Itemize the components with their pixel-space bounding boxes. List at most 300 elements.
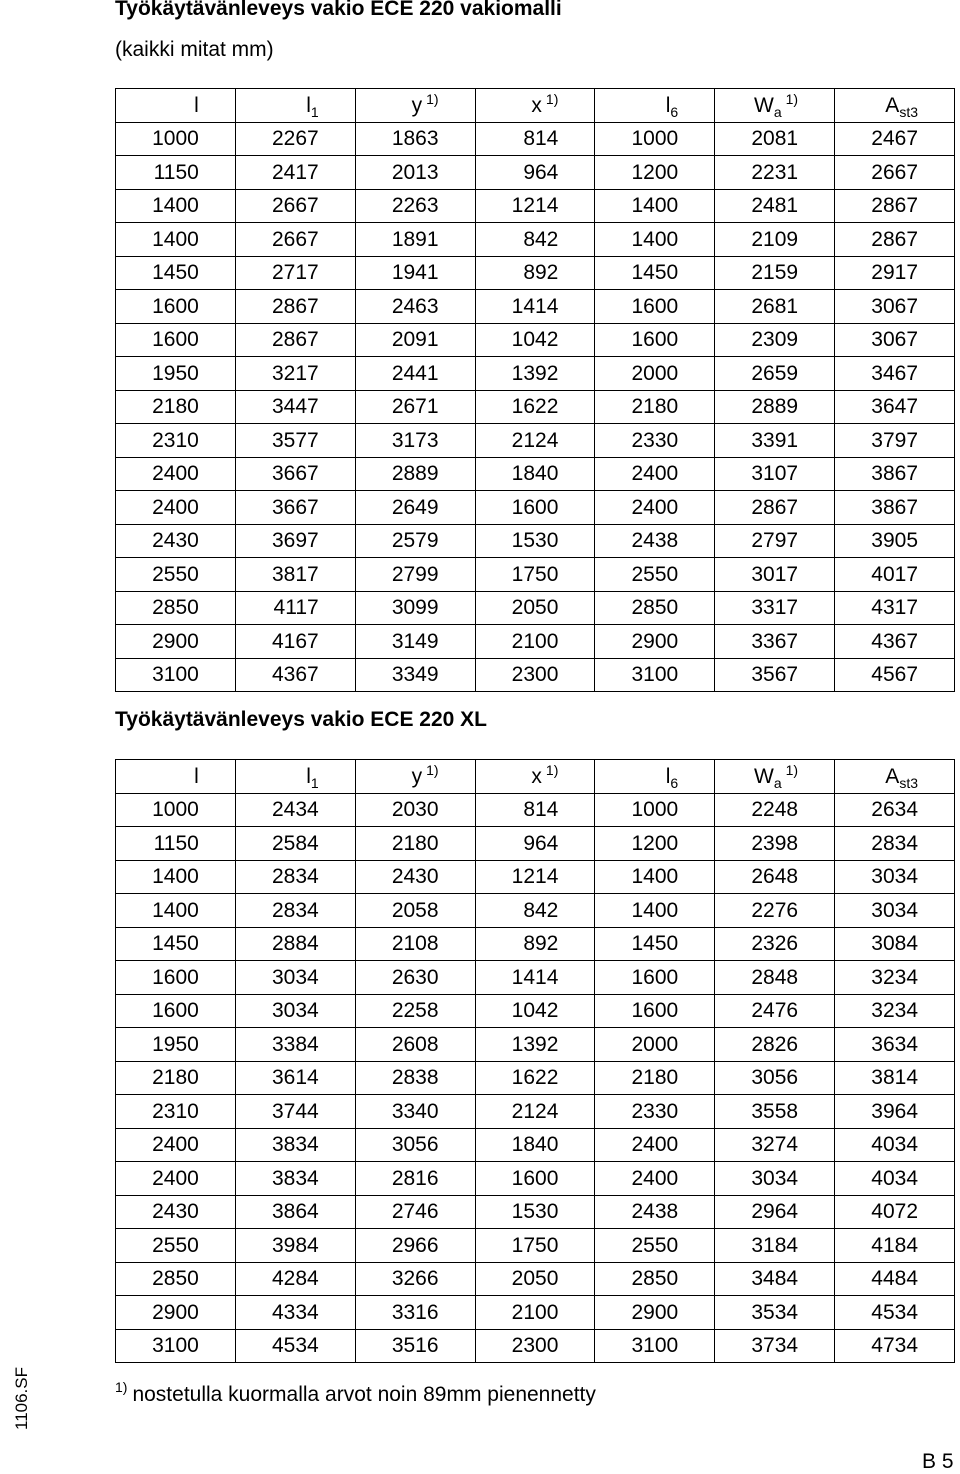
column-header-subscript: st3 — [899, 103, 918, 120]
table-cell: 3173 — [355, 424, 475, 458]
column-header — [715, 89, 835, 123]
table-cell: 2746 — [355, 1195, 475, 1229]
table-cell: 2263 — [355, 189, 475, 223]
table-cell: 4334 — [235, 1296, 355, 1330]
table-cell: 2180 — [355, 827, 475, 861]
table-cell: 2430 — [116, 1195, 236, 1229]
table-cell: 3634 — [835, 1028, 955, 1062]
table-cell: 3834 — [235, 1162, 355, 1196]
table-cell: 2417 — [235, 156, 355, 190]
table-cell: 1600 — [116, 994, 236, 1028]
table-cell: 2330 — [595, 1095, 715, 1129]
table-cell: 3017 — [715, 558, 835, 592]
table-row — [116, 189, 955, 223]
table-cell: 2180 — [116, 390, 236, 424]
table-cell: 2667 — [235, 223, 355, 257]
table-cell: 3100 — [595, 1329, 715, 1363]
table-cell: 3614 — [235, 1061, 355, 1095]
table-cell: 2797 — [715, 524, 835, 558]
table-cell: 3184 — [715, 1229, 835, 1263]
table-cell: 3317 — [715, 591, 835, 625]
table-cell: 2400 — [116, 457, 236, 491]
table-cell: 2400 — [595, 1162, 715, 1196]
table-cell: 3558 — [715, 1095, 835, 1129]
table-cell: 2330 — [595, 424, 715, 458]
table-cell: 2326 — [715, 927, 835, 961]
column-header — [835, 89, 955, 123]
table-cell: 2584 — [235, 827, 355, 861]
table-row — [116, 290, 955, 324]
table-cell: 3484 — [715, 1262, 835, 1296]
table-cell: 4367 — [235, 658, 355, 692]
table-cell: 4072 — [835, 1195, 955, 1229]
table-cell: 2966 — [355, 1229, 475, 1263]
table-cell: 1600 — [475, 1162, 595, 1196]
column-header-symbol: x — [531, 764, 542, 788]
column-header — [475, 89, 595, 123]
table-cell: 1600 — [595, 994, 715, 1028]
table-cell: 2889 — [355, 457, 475, 491]
table-cell: 3817 — [235, 558, 355, 592]
table-cell: 3697 — [235, 524, 355, 558]
table-cell: 1400 — [595, 189, 715, 223]
table-cell: 3234 — [835, 994, 955, 1028]
table-row — [116, 1296, 955, 1330]
column-header-symbol: A — [885, 93, 900, 117]
table-cell: 3577 — [235, 424, 355, 458]
table-cell: 1600 — [116, 290, 236, 324]
table-cell: 2900 — [595, 1296, 715, 1330]
table-cell: 2000 — [595, 1028, 715, 1062]
table-cell: 2917 — [835, 256, 955, 290]
column-header-symbol: x — [531, 93, 542, 117]
table-cell: 4184 — [835, 1229, 955, 1263]
table-cell: 964 — [475, 827, 595, 861]
table-cell: 1200 — [595, 827, 715, 861]
table-cell: 2579 — [355, 524, 475, 558]
table-row — [116, 827, 955, 861]
table-cell: 3034 — [835, 860, 955, 894]
table-row — [116, 894, 955, 928]
table-cell: 4317 — [835, 591, 955, 625]
table-cell: 1150 — [116, 156, 236, 190]
table-cell: 2231 — [715, 156, 835, 190]
table-cell: 4534 — [835, 1296, 955, 1330]
table-cell: 2671 — [355, 390, 475, 424]
footnote-text: nostetulla kuormalla arvot noin 89mm pienennetty — [132, 1383, 596, 1406]
table-cell: 2267 — [235, 122, 355, 156]
table-cell: 2681 — [715, 290, 835, 324]
table-header-row — [116, 89, 955, 123]
table-cell: 4484 — [835, 1262, 955, 1296]
table-cell: 4034 — [835, 1128, 955, 1162]
table-cell: 3834 — [235, 1128, 355, 1162]
page-number: B 5 — [922, 1450, 954, 1473]
column-header — [475, 760, 595, 794]
table-row — [116, 223, 955, 257]
column-header — [235, 89, 355, 123]
table-cell: 3384 — [235, 1028, 355, 1062]
column-header-footnote-ref: 1) — [426, 761, 439, 778]
table-cell: 1450 — [116, 927, 236, 961]
table-cell: 2867 — [715, 491, 835, 525]
table-cell: 3867 — [835, 457, 955, 491]
column-header-subscript: a — [773, 103, 782, 120]
footnote — [115, 1379, 596, 1407]
footnote-marker: 1) — [115, 1379, 128, 1395]
table-row — [116, 491, 955, 525]
table-cell: 1622 — [475, 390, 595, 424]
table-cell: 1400 — [595, 894, 715, 928]
table-cell: 2300 — [475, 658, 595, 692]
table-row — [116, 256, 955, 290]
table-cell: 2659 — [715, 357, 835, 391]
column-header-footnote-ref: 1) — [545, 90, 559, 107]
table-cell: 2608 — [355, 1028, 475, 1062]
table-cell: 2717 — [235, 256, 355, 290]
table-cell: 2000 — [595, 357, 715, 391]
units-note: (kaikki mitat mm) — [115, 38, 274, 61]
table-cell: 2180 — [595, 390, 715, 424]
table-cell: 1400 — [595, 223, 715, 257]
table-cell: 2826 — [715, 1028, 835, 1062]
column-header — [835, 760, 955, 794]
table-row — [116, 323, 955, 357]
table-cell: 2108 — [355, 927, 475, 961]
table-cell: 1863 — [355, 122, 475, 156]
table-cell: 3099 — [355, 591, 475, 625]
table-cell: 2834 — [835, 827, 955, 861]
table-cell: 3391 — [715, 424, 835, 458]
table-cell: 2889 — [715, 390, 835, 424]
table-cell: 1750 — [475, 1229, 595, 1263]
table-cell: 2463 — [355, 290, 475, 324]
table-row — [116, 961, 955, 995]
table-cell: 4034 — [835, 1162, 955, 1196]
table-cell: 2838 — [355, 1061, 475, 1095]
table-cell: 2430 — [355, 860, 475, 894]
table-cell: 1600 — [595, 290, 715, 324]
table-cell: 2100 — [475, 625, 595, 659]
table-cell: 3034 — [715, 1162, 835, 1196]
table-cell: 1000 — [595, 122, 715, 156]
table-cell: 2867 — [835, 223, 955, 257]
table-row — [116, 1262, 955, 1296]
table-cell: 4367 — [835, 625, 955, 659]
table-cell: 2867 — [235, 290, 355, 324]
table-cell: 842 — [475, 223, 595, 257]
table-cell: 4534 — [235, 1329, 355, 1363]
column-header-footnote-ref: 1) — [785, 90, 799, 107]
column-header-symbol: l — [306, 93, 311, 117]
table-cell: 1600 — [595, 323, 715, 357]
table-cell: 2481 — [715, 189, 835, 223]
table-cell: 1400 — [595, 860, 715, 894]
table-row — [116, 994, 955, 1028]
table-cell: 3734 — [715, 1329, 835, 1363]
table-row — [116, 658, 955, 692]
table-cell: 2816 — [355, 1162, 475, 1196]
table-row — [116, 793, 955, 827]
table-cell: 4167 — [235, 625, 355, 659]
xl-model-table — [115, 759, 955, 1363]
table-cell: 2634 — [835, 793, 955, 827]
table-cell: 4017 — [835, 558, 955, 592]
column-header-symbol: l — [194, 764, 199, 788]
table-cell: 1450 — [595, 927, 715, 961]
table-cell: 1414 — [475, 290, 595, 324]
table-cell: 1000 — [595, 793, 715, 827]
table-row — [116, 558, 955, 592]
table-row — [116, 1061, 955, 1095]
table-cell: 4117 — [235, 591, 355, 625]
table-cell: 842 — [475, 894, 595, 928]
document-code: 1106.SF — [12, 1366, 31, 1430]
column-header — [355, 89, 475, 123]
table-cell: 3964 — [835, 1095, 955, 1129]
table-cell: 2900 — [116, 1296, 236, 1330]
column-header-symbol: l — [665, 93, 671, 117]
table-cell: 2900 — [116, 625, 236, 659]
table-cell: 2834 — [235, 894, 355, 928]
table-cell: 3149 — [355, 625, 475, 659]
column-header-subscript: st3 — [899, 774, 918, 791]
table-cell: 2848 — [715, 961, 835, 995]
table-cell: 3034 — [835, 894, 955, 928]
table-cell: 3667 — [235, 457, 355, 491]
column-header — [715, 760, 835, 794]
table-cell: 3447 — [235, 390, 355, 424]
table-cell: 1414 — [475, 961, 595, 995]
table-cell: 1450 — [595, 256, 715, 290]
table-cell: 2438 — [595, 1195, 715, 1229]
table-cell: 1400 — [116, 189, 236, 223]
table-row — [116, 927, 955, 961]
column-header — [235, 760, 355, 794]
column-header — [595, 760, 715, 794]
table-cell: 2013 — [355, 156, 475, 190]
table-cell: 2081 — [715, 122, 835, 156]
table-cell: 1000 — [116, 122, 236, 156]
table-cell: 3797 — [835, 424, 955, 458]
table-row — [116, 122, 955, 156]
table-cell: 4734 — [835, 1329, 955, 1363]
column-header-symbol: y — [411, 93, 423, 117]
table-cell: 2550 — [116, 1229, 236, 1263]
table-cell: 2834 — [235, 860, 355, 894]
column-header-subscript: 1 — [310, 103, 319, 120]
table-cell: 3100 — [595, 658, 715, 692]
table-row — [116, 524, 955, 558]
table-cell: 3340 — [355, 1095, 475, 1129]
table-cell: 2850 — [595, 1262, 715, 1296]
table-cell: 2310 — [116, 1095, 236, 1129]
table-cell: 2667 — [235, 189, 355, 223]
table-cell: 2091 — [355, 323, 475, 357]
table-cell: 2248 — [715, 793, 835, 827]
table-cell: 3266 — [355, 1262, 475, 1296]
table-cell: 2058 — [355, 894, 475, 928]
section-2-title: Työkäytävänleveys vakio ECE 220 XL — [115, 708, 487, 731]
table-cell: 3349 — [355, 658, 475, 692]
table-cell: 2050 — [475, 1262, 595, 1296]
table-row — [116, 156, 955, 190]
table-cell: 1450 — [116, 256, 236, 290]
table-cell: 2900 — [595, 625, 715, 659]
column-header-subscript: 1 — [310, 774, 319, 791]
section-1-title: Työkäytävänleveys vakio ECE 220 vakiomalli — [115, 0, 562, 20]
table-cell: 2300 — [475, 1329, 595, 1363]
column-header-subscript: a — [773, 774, 782, 791]
table-cell: 2180 — [595, 1061, 715, 1095]
table-cell: 3100 — [116, 1329, 236, 1363]
table-cell: 2550 — [595, 1229, 715, 1263]
table-cell: 1150 — [116, 827, 236, 861]
table-cell: 3084 — [835, 927, 955, 961]
column-header-symbol: W — [753, 93, 774, 117]
table-cell: 3516 — [355, 1329, 475, 1363]
table-cell: 1941 — [355, 256, 475, 290]
table-row — [116, 1028, 955, 1062]
table-cell: 1392 — [475, 357, 595, 391]
table-cell: 2438 — [595, 524, 715, 558]
table-cell: 2100 — [475, 1296, 595, 1330]
table-cell: 2648 — [715, 860, 835, 894]
table-cell: 3056 — [715, 1061, 835, 1095]
table-cell: 3867 — [835, 491, 955, 525]
table-cell: 2867 — [235, 323, 355, 357]
table-cell: 3107 — [715, 457, 835, 491]
table-cell: 2309 — [715, 323, 835, 357]
table-cell: 1000 — [116, 793, 236, 827]
table-cell: 1600 — [116, 961, 236, 995]
table-cell: 1214 — [475, 189, 595, 223]
table-cell: 1840 — [475, 457, 595, 491]
table-cell: 1891 — [355, 223, 475, 257]
table-cell: 1400 — [116, 223, 236, 257]
table-cell: 2400 — [116, 1128, 236, 1162]
column-header-symbol: l — [665, 764, 671, 788]
column-header-subscript: 6 — [670, 774, 679, 791]
table-cell: 2400 — [116, 1162, 236, 1196]
table-cell: 2550 — [595, 558, 715, 592]
table-cell: 2476 — [715, 994, 835, 1028]
column-header-symbol: W — [753, 764, 774, 788]
table-cell: 1600 — [595, 961, 715, 995]
table-cell: 964 — [475, 156, 595, 190]
table-cell: 2964 — [715, 1195, 835, 1229]
table-cell: 2667 — [835, 156, 955, 190]
table-row — [116, 1329, 955, 1363]
table-row — [116, 1229, 955, 1263]
column-header-subscript: 6 — [670, 103, 679, 120]
column-header — [116, 89, 236, 123]
table-cell: 2124 — [475, 1095, 595, 1129]
table-cell: 1200 — [595, 156, 715, 190]
table-cell: 3534 — [715, 1296, 835, 1330]
table-cell: 1042 — [475, 323, 595, 357]
table-cell: 2400 — [595, 457, 715, 491]
table-cell: 892 — [475, 256, 595, 290]
table-cell: 2799 — [355, 558, 475, 592]
table-cell: 1950 — [116, 357, 236, 391]
table-cell: 4567 — [835, 658, 955, 692]
table-cell: 2434 — [235, 793, 355, 827]
table-row — [116, 424, 955, 458]
table-row — [116, 390, 955, 424]
table-row — [116, 860, 955, 894]
table-cell: 2398 — [715, 827, 835, 861]
table-cell: 3567 — [715, 658, 835, 692]
table-cell: 3864 — [235, 1195, 355, 1229]
table-cell: 2850 — [116, 1262, 236, 1296]
table-cell: 1042 — [475, 994, 595, 1028]
table-cell: 2050 — [475, 591, 595, 625]
table-cell: 3034 — [235, 994, 355, 1028]
table-cell: 2109 — [715, 223, 835, 257]
table-cell: 1400 — [116, 894, 236, 928]
table-cell: 2430 — [116, 524, 236, 558]
table-cell: 2400 — [595, 491, 715, 525]
table-cell: 3067 — [835, 323, 955, 357]
table-cell: 2467 — [835, 122, 955, 156]
table-header-row — [116, 760, 955, 794]
table-cell: 1530 — [475, 524, 595, 558]
table-cell: 4284 — [235, 1262, 355, 1296]
table-cell: 3316 — [355, 1296, 475, 1330]
table-cell: 2884 — [235, 927, 355, 961]
column-header — [116, 760, 236, 794]
table-cell: 1950 — [116, 1028, 236, 1062]
table-cell: 3984 — [235, 1229, 355, 1263]
column-header — [355, 760, 475, 794]
table-row — [116, 1162, 955, 1196]
table-cell: 3744 — [235, 1095, 355, 1129]
table-cell: 3234 — [835, 961, 955, 995]
table-row — [116, 1128, 955, 1162]
table-cell: 3274 — [715, 1128, 835, 1162]
table-cell: 2649 — [355, 491, 475, 525]
column-header — [595, 89, 715, 123]
table-cell: 2030 — [355, 793, 475, 827]
table-cell: 2310 — [116, 424, 236, 458]
table-cell: 3056 — [355, 1128, 475, 1162]
column-header-footnote-ref: 1) — [426, 90, 439, 107]
column-header-symbol: y — [411, 764, 423, 788]
table-cell: 2550 — [116, 558, 236, 592]
table-cell: 2180 — [116, 1061, 236, 1095]
table-cell: 2867 — [835, 189, 955, 223]
table-row — [116, 591, 955, 625]
table-cell: 2850 — [595, 591, 715, 625]
table-cell: 1400 — [116, 860, 236, 894]
table-cell: 814 — [475, 122, 595, 156]
table-row — [116, 1195, 955, 1229]
table-cell: 2159 — [715, 256, 835, 290]
table-cell: 3667 — [235, 491, 355, 525]
table-cell: 1622 — [475, 1061, 595, 1095]
table-cell: 3905 — [835, 524, 955, 558]
column-header-footnote-ref: 1) — [545, 761, 559, 778]
table-cell: 2124 — [475, 424, 595, 458]
column-header-footnote-ref: 1) — [785, 761, 799, 778]
column-header-symbol: l — [306, 764, 311, 788]
table-cell: 1530 — [475, 1195, 595, 1229]
table-cell: 1750 — [475, 558, 595, 592]
table-cell: 1214 — [475, 860, 595, 894]
column-header-symbol: A — [885, 764, 900, 788]
table-cell: 3367 — [715, 625, 835, 659]
